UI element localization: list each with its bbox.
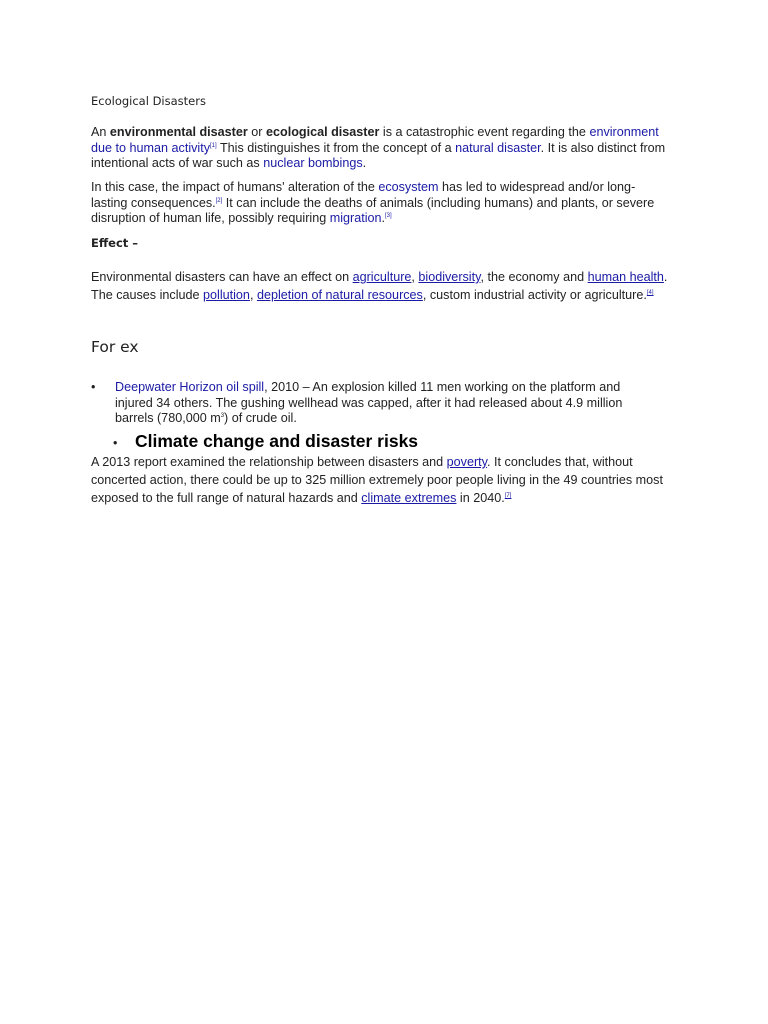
link-nuclear-bombings[interactable]: nuclear bombings [263, 156, 363, 170]
term-ecological-disaster: ecological disaster [266, 125, 380, 139]
ref-1-link[interactable]: [1] [210, 142, 217, 149]
impact-paragraph [91, 180, 669, 227]
term-environmental-disaster: environmental disaster [109, 125, 248, 139]
text: ) of crude oil. [224, 411, 297, 425]
for-ex-heading: For ex [91, 338, 139, 356]
text: , 2010 – An explosion killed 11 men working on the platform and injured 34 others. The gushing wellhead was capped, after it had released about 4.9 million barrels (780,000 m [115, 380, 623, 425]
link-deepwater-horizon[interactable]: Deepwater Horizon oil spill [115, 380, 265, 394]
text: A 2013 report examined the relationship between disasters and [91, 455, 447, 469]
text: . It is also distinct from intentional acts of war such as [91, 140, 666, 170]
effect-paragraph [91, 268, 671, 304]
text: . The causes include [91, 270, 668, 302]
effect-heading: Effect – [91, 236, 139, 250]
bullet-marker: • [91, 380, 96, 394]
climate-change-heading: Climate change and disaster risks [135, 431, 419, 451]
text: This distinguishes it from the concept of a [216, 140, 456, 155]
text: . [362, 156, 367, 170]
link-depletion-natural-resources[interactable]: depletion of natural resources [256, 288, 423, 302]
text: , [411, 270, 419, 284]
text: It can include the deaths of animals (including humans) and plants, or severe disruption of human life, possibly requiring [91, 195, 655, 225]
intro-paragraph [91, 125, 675, 172]
link-agriculture[interactable]: agriculture [352, 270, 412, 284]
report-paragraph [91, 453, 666, 507]
text: In this case, the impact of humans' alteration of the [91, 180, 379, 194]
link-migration[interactable]: migration [329, 211, 382, 225]
link-environment-human-activity[interactable]: environment due to human activity [91, 125, 659, 155]
link-climate-extremes[interactable]: climate extremes [361, 491, 457, 505]
text: . [381, 211, 386, 225]
text: , [249, 288, 257, 302]
ref-4-link[interactable]: [4] [646, 290, 654, 296]
text: or [247, 125, 266, 139]
text: is a catastrophic event regarding the [379, 125, 590, 139]
link-natural-disaster[interactable]: natural disaster [455, 140, 541, 155]
text: has led to widespread and/or long-lasting consequences. [91, 180, 636, 210]
text: , the economy and [480, 270, 588, 284]
text: Environmental disasters can have an effect on [91, 270, 353, 284]
superscript: 3 [220, 413, 225, 419]
link-poverty[interactable]: poverty [446, 455, 488, 469]
ref-3-link[interactable]: [3] [385, 213, 392, 219]
text: in 2040. [456, 491, 505, 505]
ref-2-link[interactable]: [2] [215, 197, 223, 204]
link-human-health[interactable]: human health [587, 270, 664, 284]
link-biodiversity[interactable]: biodiversity [418, 270, 481, 284]
text: . It concludes that, without concerted action, there could be up to 325 million extremely poor people living in the 49 countries most exposed to the full range of natural hazards and [91, 455, 663, 505]
text: An [91, 125, 110, 139]
link-ecosystem[interactable]: ecosystem [378, 180, 439, 194]
bullet-marker: • [113, 436, 118, 450]
link-pollution[interactable]: pollution [203, 288, 250, 302]
ref-7-link[interactable]: [7] [504, 493, 512, 499]
list-item-deepwater [115, 380, 655, 427]
text: , custom industrial activity or agriculture. [422, 288, 647, 302]
page-title: Ecological Disasters [91, 94, 206, 108]
